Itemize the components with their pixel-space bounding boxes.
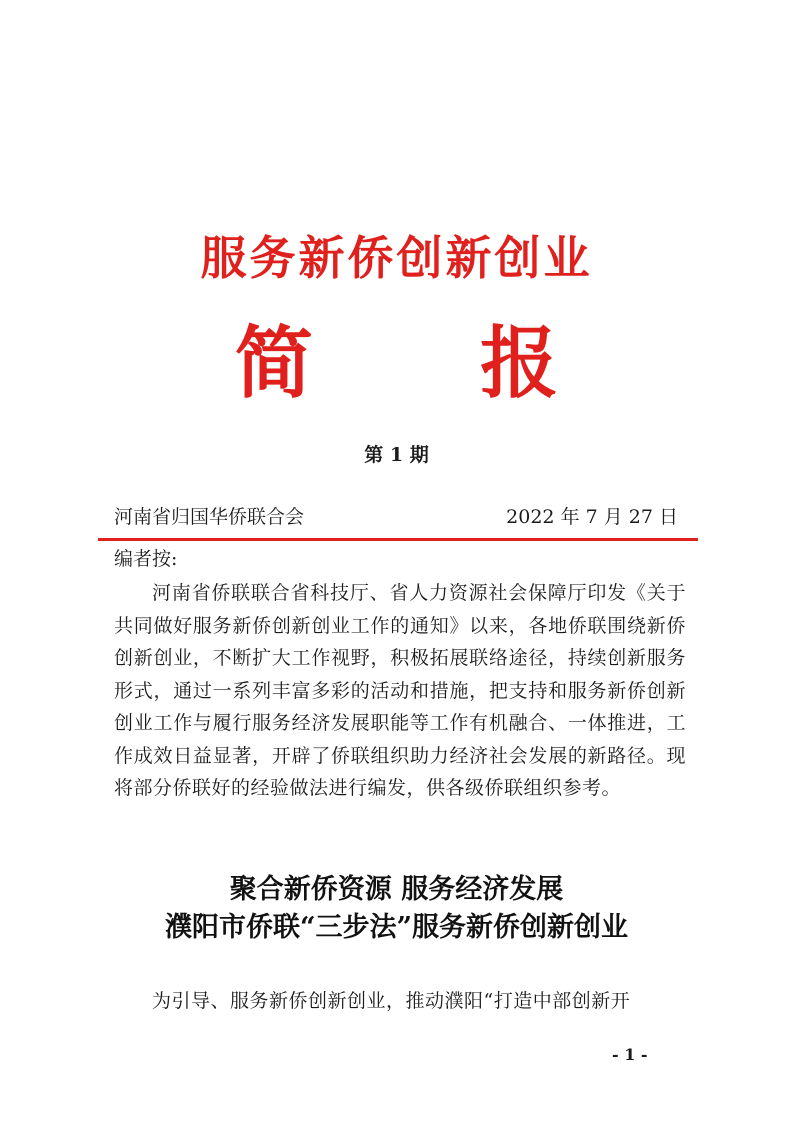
article-body: 为引导、服务新侨创新创业，推动濮阳“打造中部创新开 [152,990,631,1012]
editor-note-body: 河南省侨联联合省科技厅、省人力资源社会保障厅印发《关于共同做好服务新侨创新创业工作的通知》以来，各地侨联围绕新侨创新创业，不断扩大工作视野，积极拓展联络途径，持续创新服务形式，通过一系列丰富多彩的活动和措施，把支持和服务新侨创新创业工作与履行服务经济发展职能等工作有机融合、一体推进，工作成效日益显著，开辟了侨联组织助力经济社会发展的新路径。现将部分侨联好的经验做法进行编发，供各级侨联组织参考。 [114,582,686,799]
page-number: - 1 - [612,1045,648,1064]
article-subheadline: 濮阳市侨联“三步法”服务新侨创新创业 [164,912,629,943]
masthead-subtitle: 简 报 [234,319,629,409]
masthead-divider [98,538,698,541]
editor-note-label: 编者按: [114,548,178,570]
article-headline: 聚合新侨资源 服务经济发展 [229,874,564,905]
issue-number: 第 1 期 [364,444,429,466]
issuer-name: 河南省归国华侨联合会 [114,506,305,528]
masthead-title: 服务新侨创新创业 [200,231,593,285]
issue-date: 2022 年 7 月 27 日 [506,506,678,528]
